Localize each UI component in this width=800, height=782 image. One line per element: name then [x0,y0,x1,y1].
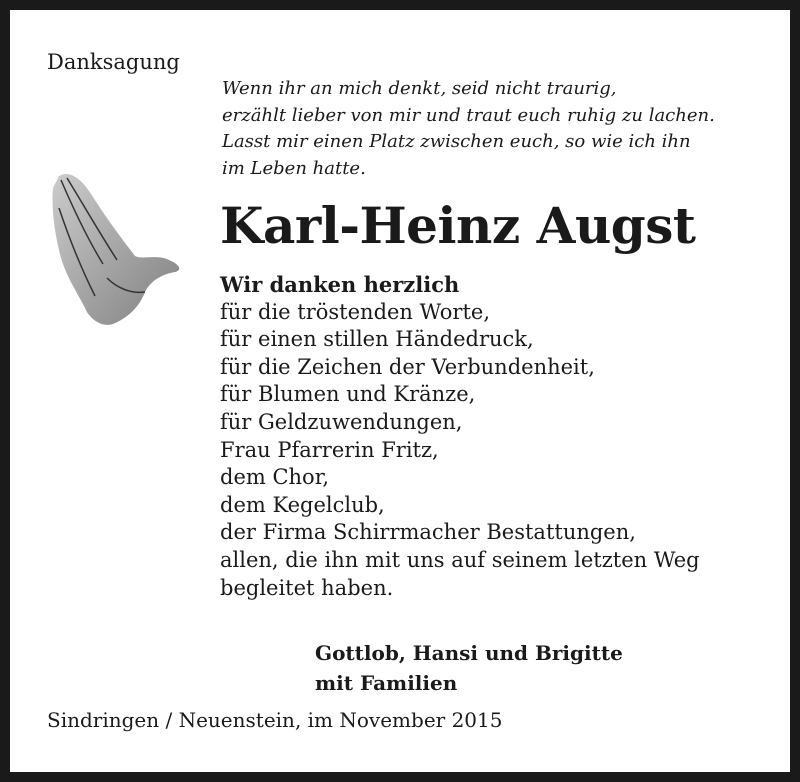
place-date: Sindringen / Neuenstein, im November 2015 [47,708,503,732]
signature-line: Gottlob, Hansi und Brigitte [315,641,623,665]
signature-line: mit Familien [315,671,458,695]
praying-hands-icon [47,168,187,333]
poem-line: erzählt lieber von mir und traut euch ruhig zu lachen. [222,104,715,126]
poem-line: Lasst mir einen Platz zwischen euch, so wie ich ihn [222,131,691,152]
thanks-line: für die tröstenden Worte, [220,299,491,324]
signature [315,638,623,698]
deceased-name: Karl-Heinz Augst [220,196,696,255]
thanks-line: für die Zeichen der Verbundenheit, [220,354,595,379]
thanks-line: begleitet haben. [220,575,394,600]
thanks-line: für Blumen und Kränze, [220,382,476,407]
poem-line: im Leben hatte. [222,157,366,179]
thanks-line: dem Chor, [220,465,330,490]
poem [222,76,715,182]
thanks-line: allen, die ihn mit uns auf seinem letzten Weg [220,547,700,572]
thanks-line: für Geldzuwendungen, [220,409,463,434]
obituary-notice [10,10,790,772]
thanks-line: Frau Pfarrerin Fritz, [220,437,439,462]
thanks-line: der Firma Schirrmacher Bestattungen, [220,520,636,545]
heading: Danksagung [47,50,180,74]
thanks-block [220,271,700,602]
poem-line: Wenn ihr an mich denkt, seid nicht traurig, [222,78,617,99]
thanks-line: für einen stillen Händedruck, [220,327,534,352]
thanks-line: dem Kegelclub, [220,492,385,517]
thanks-heading: Wir danken herzlich [220,272,460,297]
